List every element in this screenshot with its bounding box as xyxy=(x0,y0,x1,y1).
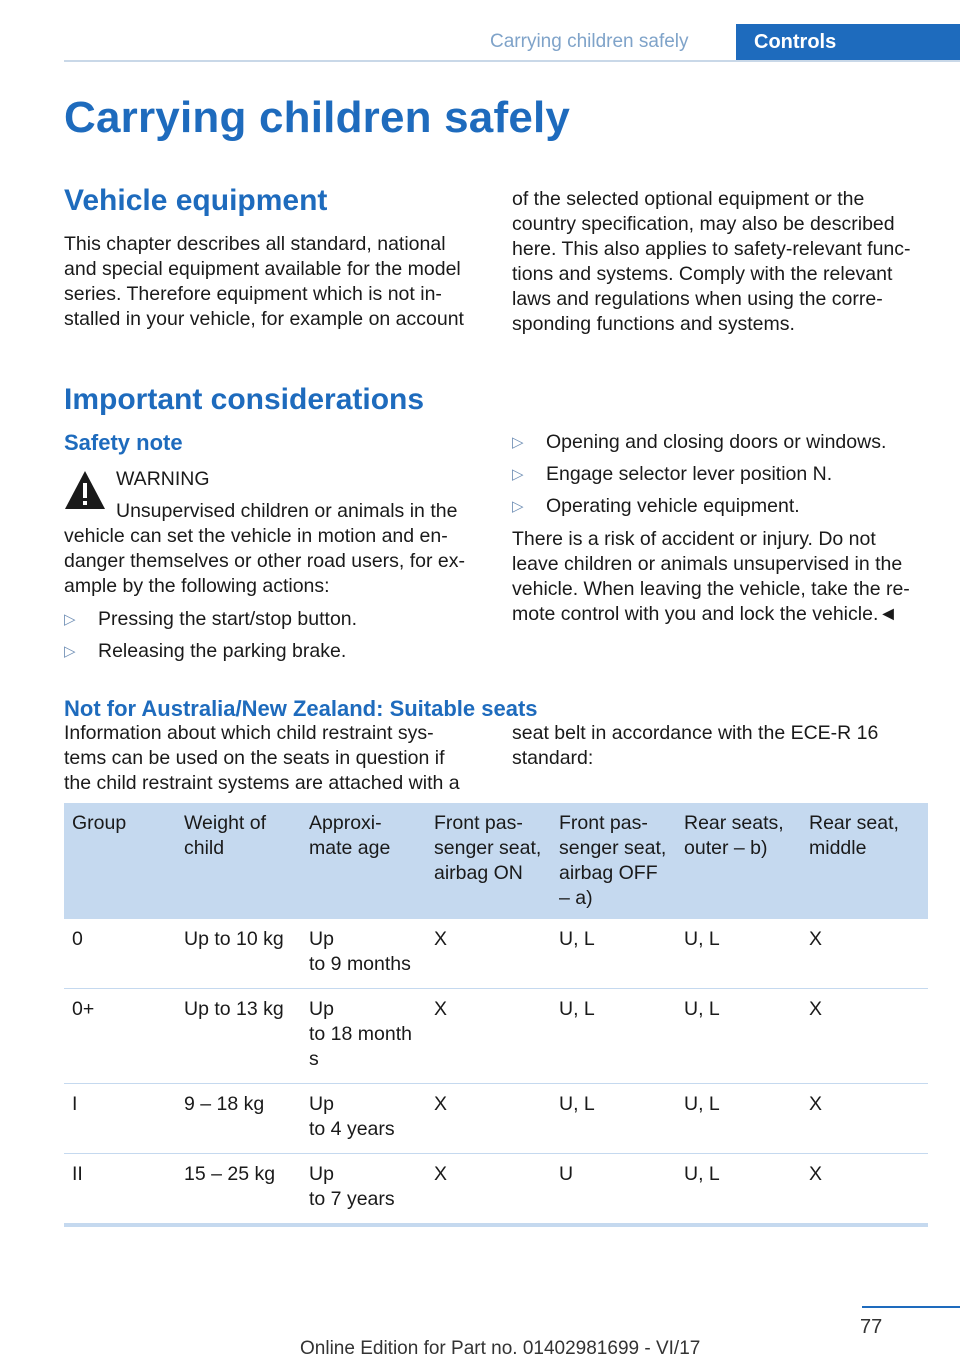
cell-line: U, L xyxy=(684,998,720,1020)
table-cell xyxy=(426,919,551,989)
cell-line: U, L xyxy=(684,1163,720,1185)
text-line: ample by the following actions: xyxy=(64,575,330,597)
text-line: There is a risk of accident or injury. Do not xyxy=(512,528,876,550)
table-cell xyxy=(301,989,426,1084)
cell-line: to 4 years xyxy=(309,1118,395,1140)
cell-line: senger seat, xyxy=(559,837,667,859)
cell-line: s xyxy=(309,1048,319,1070)
cell-line: middle xyxy=(809,837,867,859)
header-section-title: Carrying children safely xyxy=(490,31,689,52)
table-cell xyxy=(64,919,176,989)
important-considerations-heading: Important considerations xyxy=(64,383,425,416)
warning-first-line: Unsupervised children or animals in the xyxy=(116,500,458,522)
vehicle-equipment-text-right xyxy=(512,187,932,337)
text-line: stalled in your vehicle, for example on account xyxy=(64,308,464,330)
table-cell xyxy=(64,989,176,1084)
text-line: tions and systems. Comply with the relevant xyxy=(512,263,893,285)
cell-line: Up xyxy=(309,998,334,1020)
warning-label: WARNING xyxy=(116,468,210,490)
text-line: This chapter describes all standard, national xyxy=(64,233,446,255)
list-item-text: Pressing the start/stop button. xyxy=(98,608,358,630)
cell-line: child xyxy=(184,837,225,859)
list-item xyxy=(64,639,479,664)
table-cell xyxy=(426,989,551,1084)
table-cell xyxy=(801,1154,928,1226)
table-row xyxy=(64,989,928,1084)
text-line: danger themselves or other road users, for ex- xyxy=(64,550,466,572)
text-line: mote control with you and lock the vehicle.◄ xyxy=(512,603,898,625)
cell-line: airbag OFF xyxy=(559,862,658,884)
warning-bullets-left xyxy=(64,607,479,664)
list-item xyxy=(512,430,932,455)
footer-edition: Online Edition for Part no. 01402981699 - VI/17 xyxy=(300,1338,701,1359)
cell-line: U xyxy=(559,1163,574,1185)
cell-line: 9 – 18 kg xyxy=(184,1093,265,1115)
table-cell xyxy=(301,919,426,989)
cell-line: 0+ xyxy=(72,998,95,1020)
header-divider xyxy=(64,60,960,62)
suitable-seats-text-left xyxy=(64,721,479,796)
table-cell xyxy=(301,1154,426,1226)
table-cell xyxy=(676,919,801,989)
vehicle-equipment-text-left xyxy=(64,232,479,332)
bullet-triangle-icon: ▷ xyxy=(512,466,524,483)
cell-line: U, L xyxy=(684,1093,720,1115)
text-line: vehicle can set the vehicle in motion and en- xyxy=(64,525,448,547)
column-header xyxy=(176,803,301,919)
table-cell xyxy=(176,919,301,989)
text-line: vehicle. When leaving the vehicle, take the re- xyxy=(512,578,910,600)
header-tab-controls xyxy=(736,24,960,62)
text-line: leave children or animals unsupervised in the xyxy=(512,553,903,575)
cell-line: Rear seats, xyxy=(684,812,784,834)
cell-line: X xyxy=(434,998,448,1020)
text-line: seat belt in accordance with the ECE-R 16 xyxy=(512,722,879,744)
cell-line: to 18 month xyxy=(309,1023,412,1045)
cell-line: U, L xyxy=(559,928,595,950)
cell-line: Up xyxy=(309,1093,334,1115)
table-cell xyxy=(801,1084,928,1154)
cell-line: Rear seat, xyxy=(809,812,899,834)
cell-line: X xyxy=(434,1093,448,1115)
list-item xyxy=(512,462,932,487)
cell-line: U, L xyxy=(684,928,720,950)
list-item xyxy=(512,494,932,519)
cell-line: I xyxy=(72,1093,78,1115)
suitable-seats-text-right xyxy=(512,721,932,771)
table-cell xyxy=(551,919,676,989)
table-cell xyxy=(176,989,301,1084)
table-cell xyxy=(801,919,928,989)
footer-divider xyxy=(862,1306,960,1308)
cell-line: Up xyxy=(309,1163,334,1185)
text-line: country specification, may also be described xyxy=(512,213,895,235)
table-row xyxy=(64,1154,928,1226)
table-cell xyxy=(426,1084,551,1154)
cell-line: Up xyxy=(309,928,334,950)
table-cell xyxy=(676,989,801,1084)
list-item-text: Operating vehicle equipment. xyxy=(546,495,800,517)
column-header xyxy=(801,803,928,919)
text-line: here. This also applies to safety-relevant func- xyxy=(512,238,911,260)
cell-line: X xyxy=(809,928,823,950)
child-seat-table xyxy=(64,803,928,1227)
cell-line: X xyxy=(434,1163,448,1185)
cell-line: Front pas- xyxy=(559,812,648,834)
table-cell xyxy=(176,1154,301,1226)
text-line: of the selected optional equipment or the xyxy=(512,188,865,210)
warning-triangle-icon xyxy=(64,469,106,511)
warning-text-right xyxy=(512,527,932,627)
table-cell xyxy=(426,1154,551,1226)
column-header xyxy=(301,803,426,919)
cell-line: to 9 months xyxy=(309,953,411,975)
list-item-text: Engage selector lever position N. xyxy=(546,463,833,485)
text-line: the child restraint systems are attached with a xyxy=(64,772,460,794)
cell-line: X xyxy=(434,928,448,950)
cell-line: senger seat, xyxy=(434,837,542,859)
text-line: tems can be used on the seats in question if xyxy=(64,747,445,769)
cell-line: Group xyxy=(72,812,127,834)
cell-line: X xyxy=(809,1093,823,1115)
table-cell xyxy=(301,1084,426,1154)
list-item-text: Opening and closing doors or windows. xyxy=(546,431,887,453)
table-cell xyxy=(676,1154,801,1226)
column-header xyxy=(676,803,801,919)
cell-line: Front pas- xyxy=(434,812,523,834)
cell-line: – a) xyxy=(559,887,593,909)
cell-line: U, L xyxy=(559,998,595,1020)
cell-line: X xyxy=(809,1163,823,1185)
table-cell xyxy=(801,989,928,1084)
bullet-triangle-icon: ▷ xyxy=(512,498,524,515)
safety-note-heading: Safety note xyxy=(64,430,183,455)
column-header xyxy=(551,803,676,919)
cell-line: Up to 13 kg xyxy=(184,998,284,1020)
header-tab-label: Controls xyxy=(754,31,837,53)
cell-line: to 7 years xyxy=(309,1188,395,1210)
text-line: laws and regulations when using the corre- xyxy=(512,288,883,310)
table-cell xyxy=(64,1154,176,1226)
table-cell xyxy=(551,1154,676,1226)
cell-line: Weight of xyxy=(184,812,267,834)
warning-bullets-right xyxy=(512,430,932,519)
suitable-seats-heading: Not for Australia/New Zealand: Suitable seats xyxy=(64,696,538,721)
table-cell xyxy=(676,1084,801,1154)
table-row xyxy=(64,919,928,989)
vehicle-equipment-heading: Vehicle equipment xyxy=(64,184,328,217)
table-cell xyxy=(551,989,676,1084)
cell-line: II xyxy=(72,1163,83,1185)
text-line: and special equipment available for the model xyxy=(64,258,461,280)
column-header xyxy=(426,803,551,919)
text-line: Information about which child restraint sys- xyxy=(64,722,434,744)
cell-line: 0 xyxy=(72,928,83,950)
cell-line: X xyxy=(809,998,823,1020)
cell-line: airbag ON xyxy=(434,862,523,884)
text-line: series. Therefore equipment which is not in- xyxy=(64,283,442,305)
text-line: standard: xyxy=(512,747,594,769)
cell-line: 15 – 25 kg xyxy=(184,1163,276,1185)
table-cell xyxy=(64,1084,176,1154)
page-title: Carrying children safely xyxy=(64,93,571,142)
list-item-text: Releasing the parking brake. xyxy=(98,640,347,662)
cell-line: U, L xyxy=(559,1093,595,1115)
table-cell xyxy=(551,1084,676,1154)
column-header xyxy=(64,803,176,919)
bullet-triangle-icon: ▷ xyxy=(64,611,76,628)
list-item xyxy=(64,607,479,632)
table-header-row xyxy=(64,803,928,919)
table-row xyxy=(64,1084,928,1154)
bullet-triangle-icon: ▷ xyxy=(64,643,76,660)
table-cell xyxy=(176,1084,301,1154)
bullet-triangle-icon: ▷ xyxy=(512,434,524,451)
cell-line: outer – b) xyxy=(684,837,768,859)
cell-line: Up to 10 kg xyxy=(184,928,284,950)
warning-text xyxy=(64,524,479,599)
page-number: 77 xyxy=(860,1316,883,1338)
cell-line: mate age xyxy=(309,837,391,859)
cell-line: Approxi- xyxy=(309,812,382,834)
text-line: sponding functions and systems. xyxy=(512,313,795,335)
